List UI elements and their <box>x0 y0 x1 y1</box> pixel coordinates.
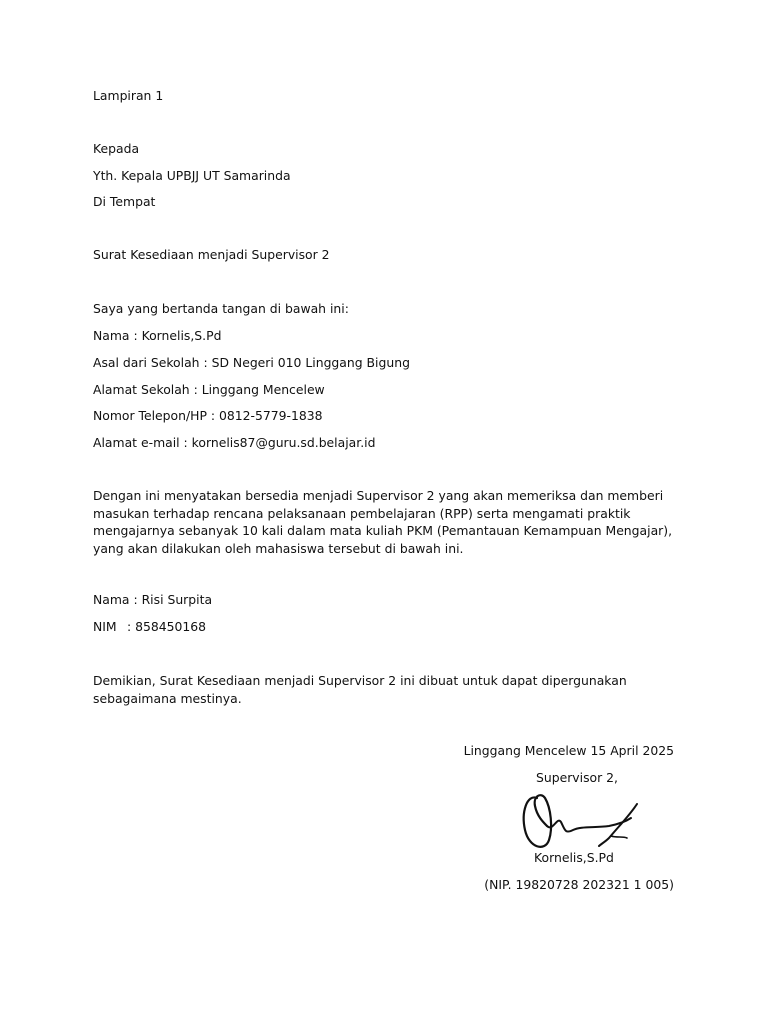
signer-name-signature: Kornelis,S.Pd <box>534 850 614 865</box>
nim-label: NIM <box>93 619 117 634</box>
letter-subject: Surat Kesediaan menjadi Supervisor 2 <box>93 247 330 262</box>
signer-school-line: Asal dari Sekolah : SD Negeri 010 Linggang Bigung <box>93 355 410 370</box>
intro-line: Saya yang bertanda tangan di bawah ini: <box>93 301 349 316</box>
signer-name-line: Nama : Kornelis,S.Pd <box>93 328 222 343</box>
handwritten-signature <box>515 786 650 858</box>
email-line: Alamat e-mail : kornelis87@guru.sd.belajar.id <box>93 435 376 450</box>
recipient-line: Yth. Kepala UPBJJ UT Samarinda <box>93 168 291 183</box>
school-address-line: Alamat Sekolah : Linggang Mencelew <box>93 382 325 397</box>
statement-paragraph: Dengan ini menyatakan bersedia menjadi Supervisor 2 yang akan memeriksa dan memberi masukan terhadap rencana pelaksanaan pembelajaran (RPP) serta mengamati praktik mengajarnya sebanyak 10 kali dalam mata kuliah PKM (Pemantauan Kemampuan Mengajar), yang akan dilakukan oleh mahasiswa tersebut di bawah ini. <box>93 488 673 556</box>
place-line: Di Tempat <box>93 194 156 209</box>
nip-line: (NIP. 19820728 202321 1 005) <box>484 877 674 892</box>
to-label: Kepada <box>93 141 140 156</box>
student-nim-line <box>93 618 206 635</box>
attachment-label: Lampiran 1 <box>93 88 164 103</box>
place-date-line: Linggang Mencelew 15 April 2025 <box>463 743 674 758</box>
student-name-line: Nama : Risi Surpita <box>93 592 213 607</box>
phone-line: Nomor Telepon/HP : 0812-5779-1838 <box>93 408 323 423</box>
supervisor-role: Supervisor 2, <box>536 770 618 785</box>
closing-paragraph: Demikian, Surat Kesediaan menjadi Supervisor 2 ini dibuat untuk dapat dipergunakan sebagaimana mestinya. <box>93 673 627 706</box>
nim-value: : 858450168 <box>127 619 207 634</box>
